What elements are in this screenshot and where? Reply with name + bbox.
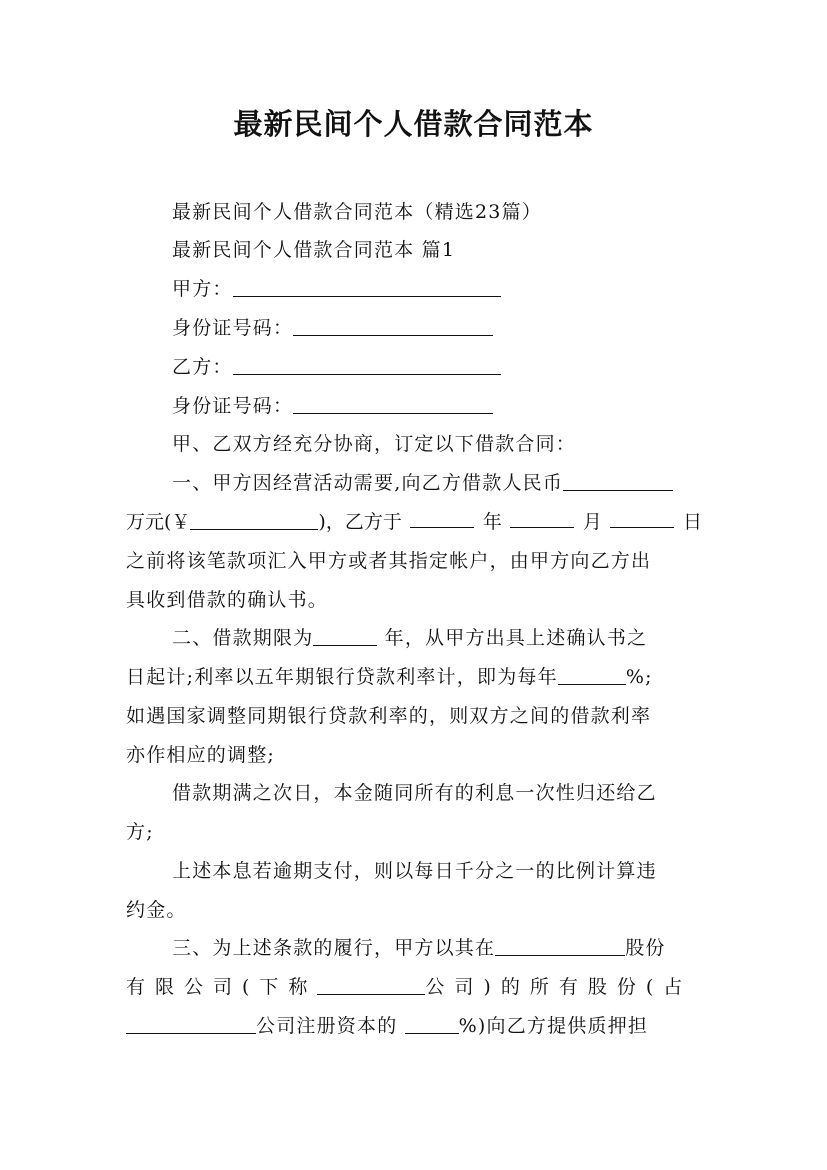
amount-blank (563, 470, 673, 491)
capital-text: 公司注册资本的 (256, 1015, 405, 1037)
short-name-blank (317, 974, 425, 995)
share-label: 股份 (625, 937, 666, 959)
party-b-label: 乙方： (172, 356, 233, 378)
section-heading-text: 最新民间个人借款合同范本 篇1 (172, 239, 456, 261)
party-a-label: 甲方： (172, 278, 233, 300)
repayment-line-1 (126, 778, 702, 808)
shares-text: 公司)的所有股份(占 (425, 976, 693, 998)
repayment-text-2: 方; (126, 821, 154, 843)
id-a-label: 身份证号码： (172, 317, 294, 339)
subtitle-text: 最新民间个人借款合同范本（精选23篇） (172, 201, 542, 223)
pledge-text: 三、为上述条款的履行，甲方以其在 (172, 937, 496, 959)
subtitle-line (126, 197, 702, 227)
clause-2-line-3 (126, 701, 702, 731)
clause-1-text-4: 具收到借款的确认书。 (126, 589, 329, 611)
intro-line (126, 429, 702, 459)
clause-2-line-4 (126, 740, 702, 770)
section-heading (126, 235, 702, 265)
term-text: 年，从甲方出具上述确认书之 (377, 627, 648, 649)
document-title: 最新民间个人借款合同范本 (233, 107, 594, 141)
day-blank (610, 507, 674, 528)
year-blank (410, 507, 474, 528)
penalty-line-1 (126, 856, 702, 886)
company-label: 有限公司(下称 (126, 976, 318, 998)
clause-1-text-3: 之前将该笔款项汇入甲方或者其指定帐户，由甲方向乙方出 (126, 550, 652, 572)
penalty-text-2: 约金。 (126, 899, 187, 921)
rate-unit: %; (625, 666, 653, 688)
clause-3-line-1 (126, 933, 702, 963)
penalty-line-2 (126, 895, 702, 925)
rate-text: 日起计;利率以五年期银行贷款利率计，即为每年 (126, 666, 558, 688)
company-blank (495, 935, 625, 956)
id-b-label: 身份证号码： (172, 395, 294, 417)
clause-1-line-1 (126, 468, 702, 498)
id-b-line (126, 391, 702, 421)
pledge-end-text: %)向乙方提供质押担 (458, 1015, 649, 1037)
ratio-blank (405, 1013, 459, 1034)
clause-3-line-3 (126, 1011, 702, 1041)
clause-1-text: 一、甲方因经营活动需要,向乙方借款人民币 (172, 472, 564, 494)
party-b-blank (233, 354, 501, 375)
month-blank (510, 507, 574, 528)
clause-1-line-2 (126, 507, 702, 537)
year-label: 年 (482, 511, 502, 533)
penalty-text: 上述本息若逾期支付，则以每日千分之一的比例计算违 (172, 860, 657, 882)
term-blank (313, 625, 377, 646)
transfer-label: )，乙方于 (318, 511, 402, 533)
id-a-line (126, 313, 702, 343)
repayment-line-2 (126, 817, 702, 847)
term-label: 二、借款期限为 (172, 627, 314, 649)
party-b-line (126, 352, 702, 382)
intro-text: 甲、乙双方经充分协商，订定以下借款合同： (172, 433, 577, 455)
clause-2-line-1 (126, 623, 702, 653)
repayment-text: 借款期满之次日，本金随同所有的利息一次性归还给乙 (172, 782, 657, 804)
clause-3-line-2 (126, 972, 702, 1002)
clause-1-line-4 (126, 585, 702, 615)
amount-number-blank (190, 509, 318, 530)
clause-2-line-2 (126, 662, 702, 692)
id-a-blank (293, 315, 493, 336)
clause-2-text-4: 亦作相应的调整; (126, 744, 276, 766)
month-label: 月 (582, 511, 602, 533)
day-label: 日 (682, 511, 702, 533)
clause-2-text-3: 如遇国家调整同期银行贷款利率的，则双方之间的借款利率 (126, 705, 652, 727)
ratio-company-blank (126, 1013, 256, 1034)
rate-blank (558, 664, 626, 685)
amount-label: 万元(￥ (126, 511, 191, 533)
id-b-blank (293, 393, 493, 414)
amount-group (126, 507, 402, 537)
party-a-blank (233, 276, 501, 297)
party-a-line (126, 274, 702, 304)
clause-1-line-3 (126, 546, 702, 576)
